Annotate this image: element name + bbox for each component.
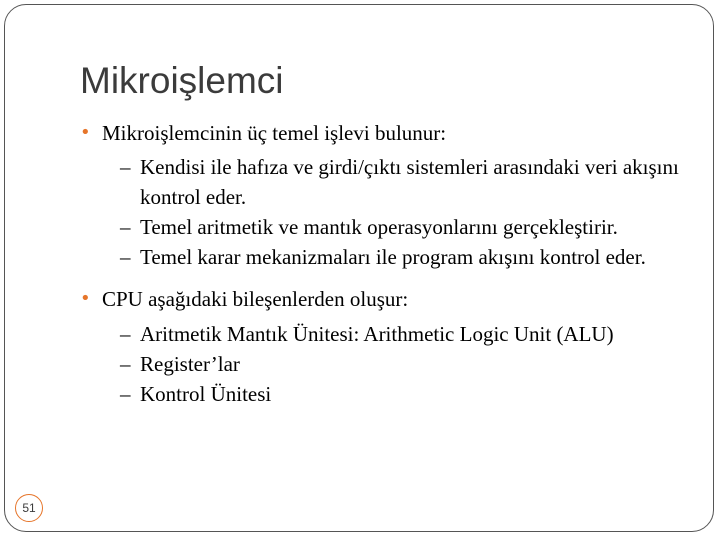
dash-icon: – (120, 215, 131, 239)
bullet-icon: • (80, 122, 91, 143)
dash-icon: – (120, 352, 131, 376)
dash-icon: – (120, 155, 131, 179)
bullet-2 (78, 284, 698, 314)
bullet-1-subitems (120, 152, 698, 272)
subitem-text: Kontrol Ünitesi (140, 382, 272, 406)
subitem (120, 319, 698, 349)
subitem-text: Aritmetik Mantık Ünitesi: Arithmetic Logic Unit (ALU) (140, 322, 614, 346)
bullet-2-subitems (120, 319, 698, 409)
subitem-text: Temel aritmetik ve mantık operasyonlarını gerçekleştirir. (140, 215, 618, 239)
subitem-text: Register’lar (140, 352, 240, 376)
subitem (120, 212, 698, 242)
subitem (120, 152, 698, 212)
subitem (120, 349, 698, 379)
bullet-2-text: CPU aşağıdaki bileşenlerden oluşur: (102, 287, 409, 311)
dash-icon: – (120, 322, 131, 346)
subitem-text: Temel karar mekanizmaları ile program akışını kontrol eder. (140, 245, 646, 269)
dash-icon: – (120, 245, 131, 269)
bullet-icon: • (80, 288, 91, 309)
subitem (120, 242, 698, 272)
page-number-badge (15, 494, 43, 522)
bullet-1 (78, 118, 698, 148)
page-number: 51 (22, 501, 36, 515)
subitem (120, 379, 698, 409)
slide-content (78, 118, 698, 409)
subitem-text: Kendisi ile hafıza ve girdi/çıktı sistemleri arasındaki veri akışını kontrol eder. (140, 155, 679, 209)
slide-title: Mikroişlemci (80, 60, 284, 101)
dash-icon: – (120, 382, 131, 406)
bullet-1-text: Mikroişlemcinin üç temel işlevi bulunur: (102, 121, 447, 145)
